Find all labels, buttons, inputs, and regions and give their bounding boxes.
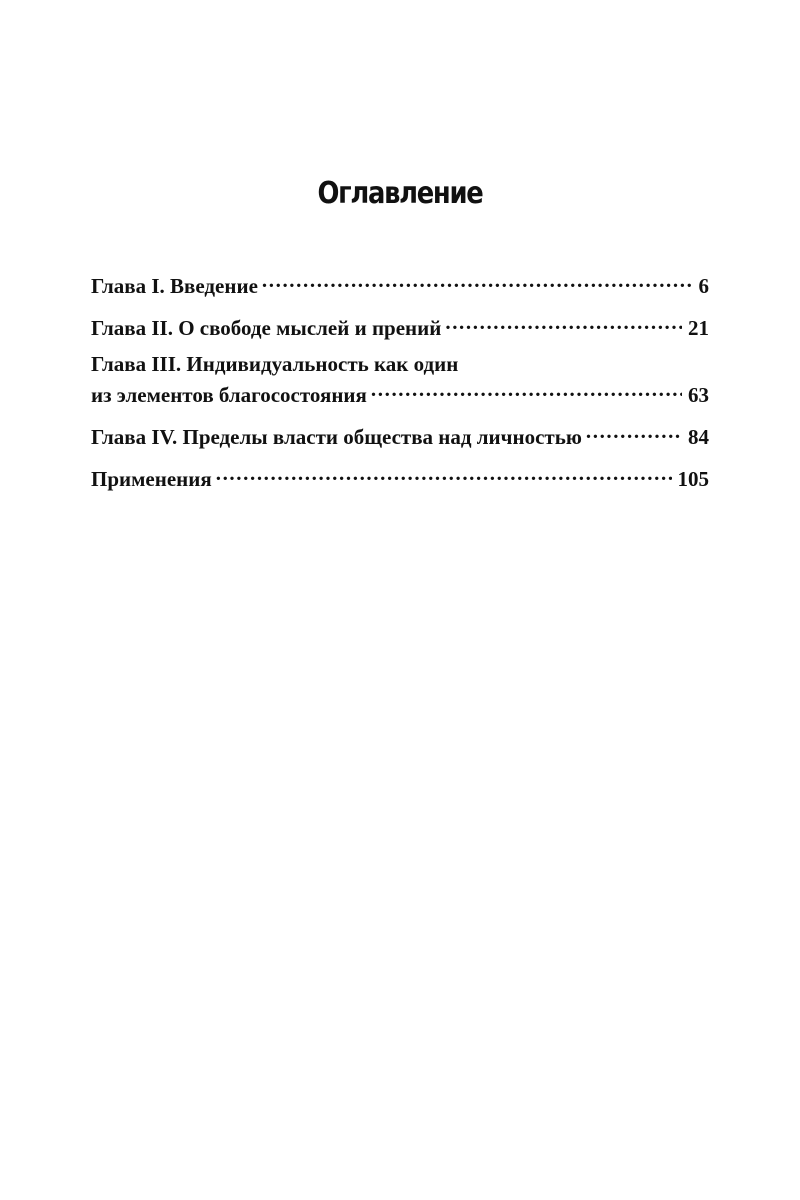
toc-entry-title: Глава II. О свободе мыслей и прений [91,316,442,340]
toc-dot-leader [586,419,682,444]
toc-entry-title: Применения [91,467,212,491]
toc-dot-leader [216,461,672,486]
toc-page-number: 6 [698,274,709,298]
toc-line [91,461,709,492]
toc-entry-title: Глава I. Введение [91,274,258,298]
toc-dot-leader [445,310,682,335]
toc-entry-title-line-1: Глава III. Индивидуальность как один [91,352,459,376]
toc-page-number: 21 [688,316,709,340]
toc-dot-leader [371,377,682,402]
toc-page-number: 63 [688,383,709,407]
toc-line [91,268,709,299]
toc-entry-chapter-2[interactable] [91,310,709,341]
toc-entry-title: Глава IV. Пределы власти общества над личностью [91,425,582,449]
toc-entry-title-line-2: из элементов благосостояния [91,383,367,407]
page-title: Оглавление [317,176,483,211]
toc-line [91,419,709,450]
toc-entry-applications[interactable] [91,461,709,492]
toc-page-number: 105 [677,467,709,491]
toc-entry-chapter-4[interactable] [91,419,709,450]
toc-entry-chapter-3[interactable] [91,352,709,408]
toc-line [91,377,709,408]
toc-entry-chapter-1[interactable] [91,268,709,299]
toc-dot-leader [262,268,693,293]
toc-line [91,310,709,341]
table-of-contents [91,268,709,503]
toc-page-number: 84 [688,425,709,449]
